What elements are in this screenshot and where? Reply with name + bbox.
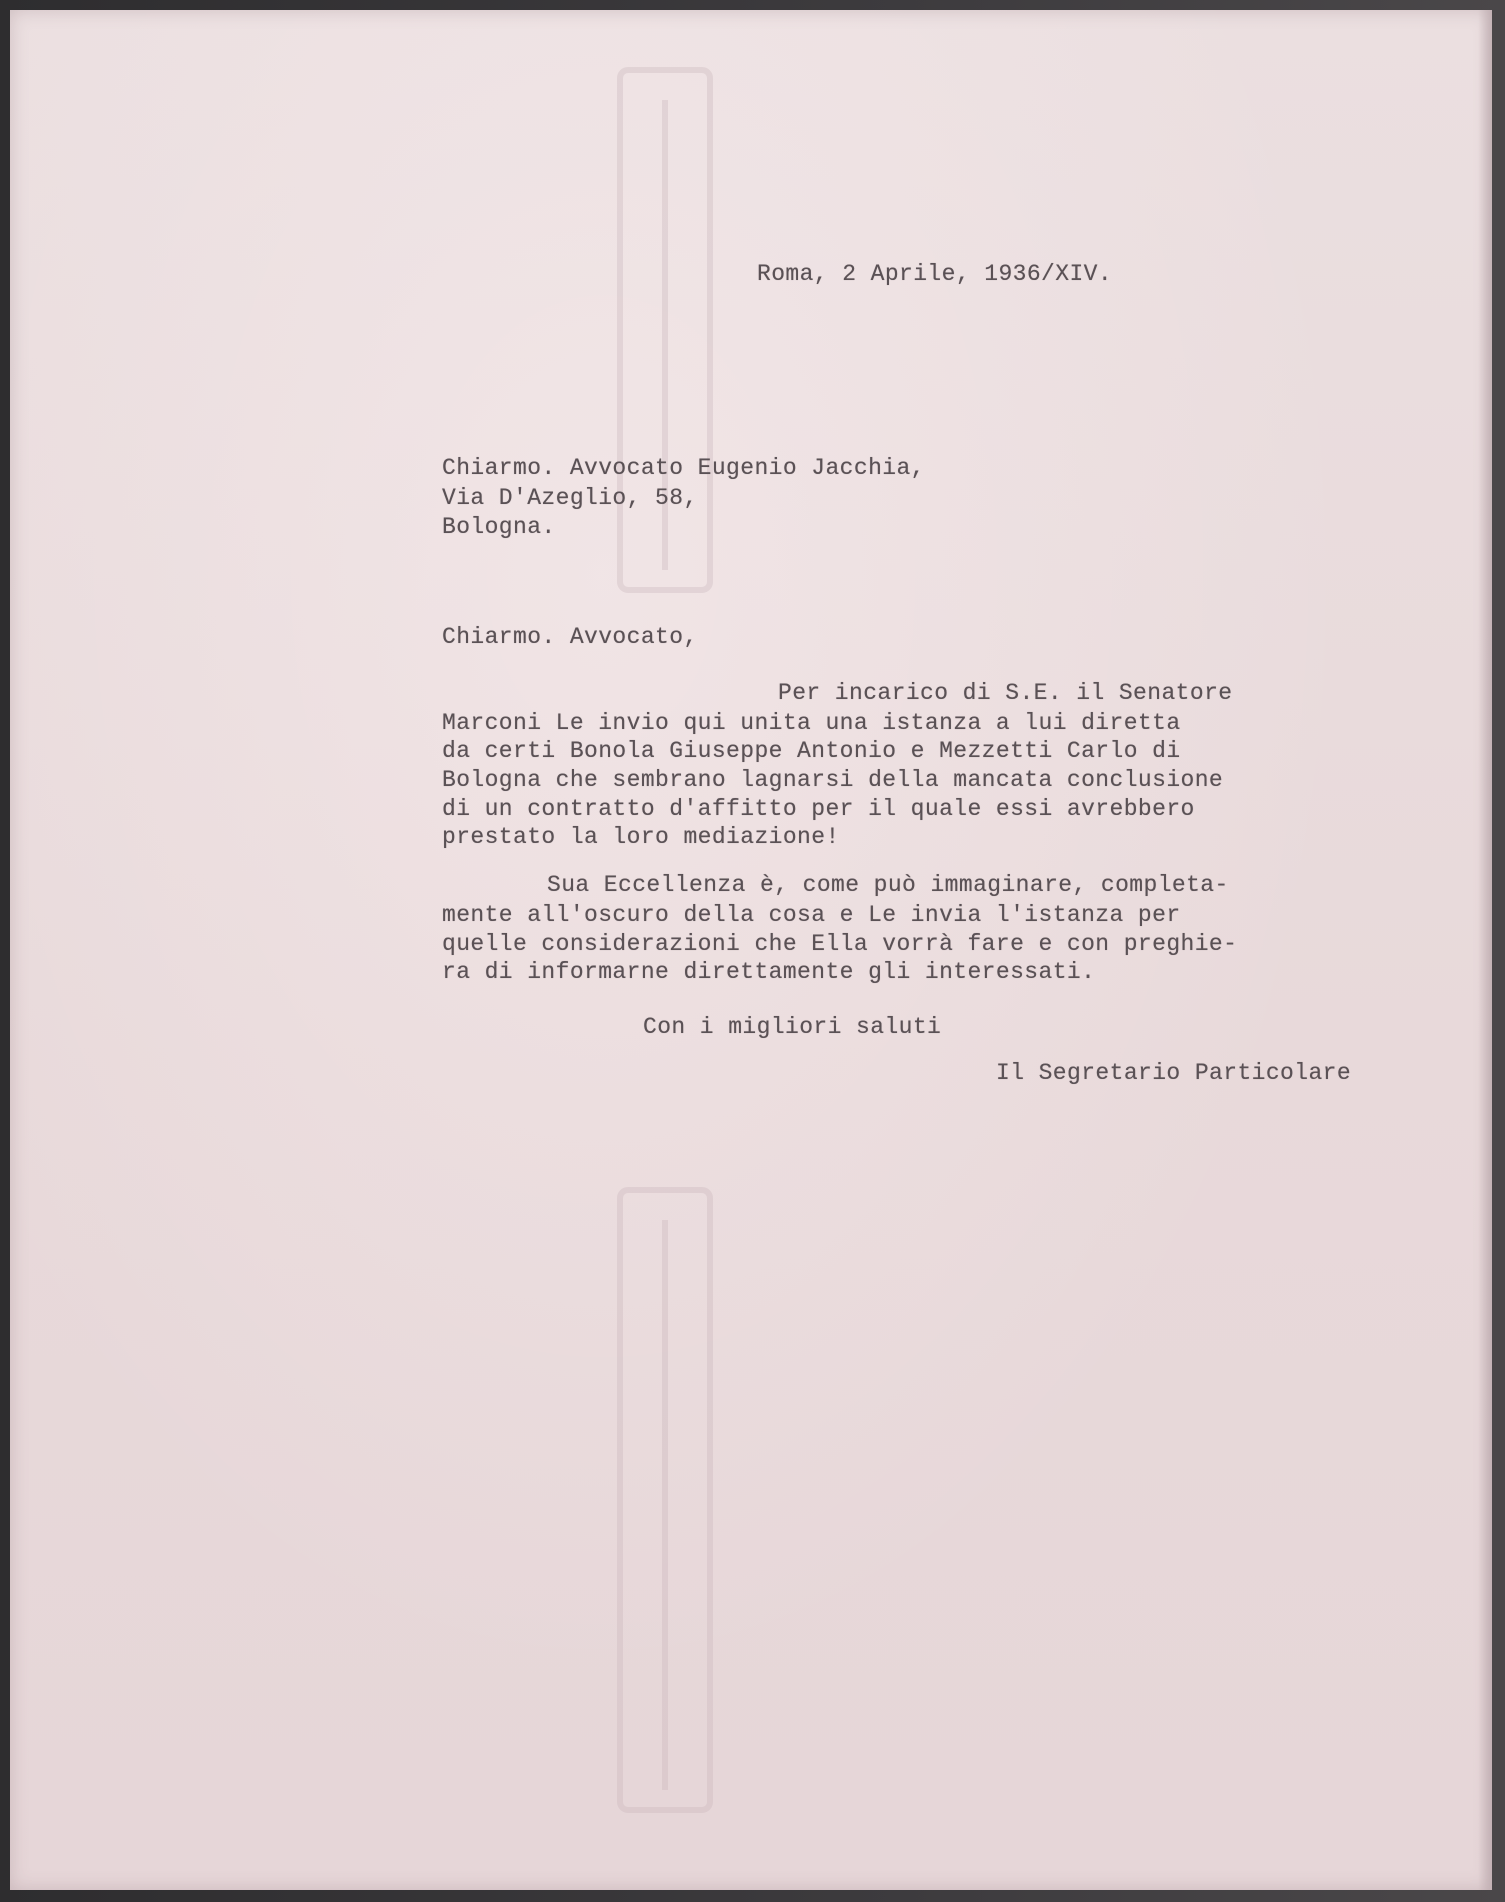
paragraph1-line: prestato la loro mediazione! — [442, 824, 840, 850]
recipient-name: Chiarmo. Avvocato Eugenio Jacchia, — [442, 455, 925, 481]
paragraph2-line: quelle considerazioni che Ella vorrà fare e con preghie- — [442, 931, 1238, 957]
paragraph2-line: Sua Eccellenza è, come può immaginare, completa- — [547, 872, 1229, 898]
paragraph1-line: Marconi Le invio qui unita una istanza a lui diretta — [442, 710, 1181, 736]
signature-title: Il Segretario Particolare — [996, 1060, 1352, 1086]
date-line: Roma, 2 Aprile, 1936/XIV. — [757, 261, 1113, 287]
paragraph2-line: ra di informarne direttamente gli interessati. — [442, 959, 1096, 985]
closing: Con i migliori saluti — [643, 1014, 942, 1040]
paragraph1-line: Bologna che sembrano lagnarsi della mancata conclusione — [442, 767, 1224, 793]
paragraph1-line: da certi Bonola Giuseppe Antonio e Mezzetti Carlo di — [442, 738, 1181, 764]
paragraph1-line: Per incarico di S.E. il Senatore — [778, 680, 1233, 706]
salutation: Chiarmo. Avvocato, — [442, 624, 698, 650]
recipient-street: Via D'Azeglio, 58, — [442, 485, 698, 511]
paragraph2-line: mente all'oscuro della cosa e Le invia l'istanza per — [442, 902, 1181, 928]
paragraph1-line: di un contratto d'affitto per il quale essi avrebbero — [442, 796, 1195, 822]
recipient-city: Bologna. — [442, 514, 556, 540]
letter-sheet — [10, 10, 1492, 1890]
paper-edge-shadow — [1478, 10, 1492, 1890]
